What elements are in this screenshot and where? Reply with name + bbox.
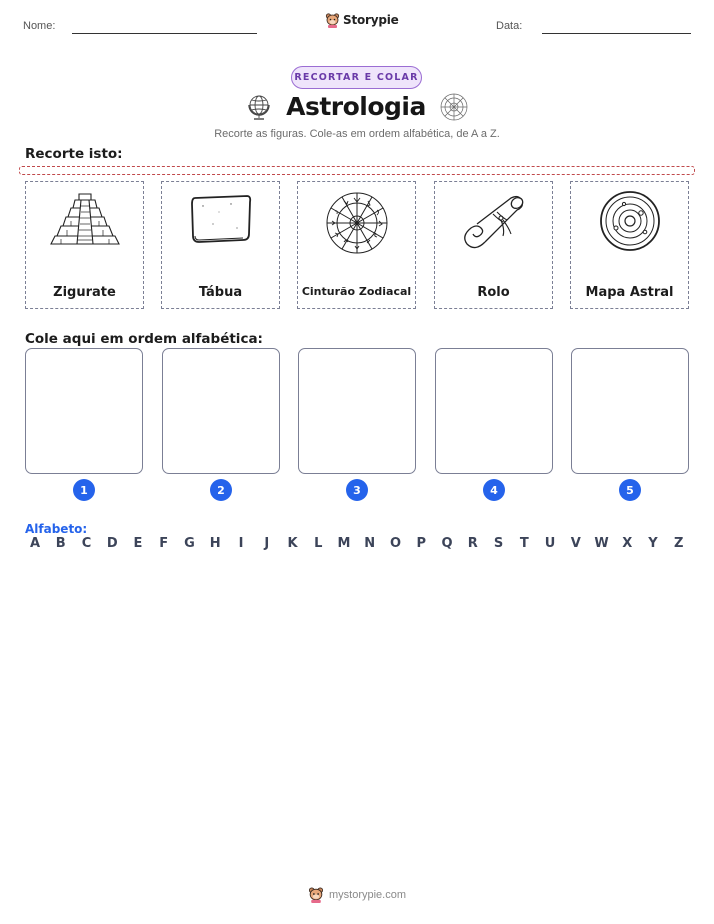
date-line[interactable]	[542, 33, 691, 34]
card-label: Tábua	[198, 285, 243, 300]
paste-slot-5[interactable]	[571, 348, 689, 474]
card-label: Zigurate	[53, 285, 116, 300]
paste-slot-2[interactable]	[162, 348, 280, 474]
worksheet-title: Astrologia	[286, 92, 426, 121]
alphabet-letter: P	[416, 536, 427, 551]
title-row	[0, 92, 714, 121]
name-label: Nome:	[23, 20, 56, 32]
card-label: Mapa Astral	[585, 285, 674, 300]
alphabet-letter: T	[519, 536, 529, 551]
alphabet-heading: Alfabeto:	[25, 522, 88, 536]
cut-card-scroll[interactable]	[434, 181, 553, 309]
activity-badge: RECORTAR E COLAR	[291, 66, 422, 89]
footer	[0, 886, 714, 903]
alphabet-letter: Q	[441, 536, 453, 551]
alphabet-letter: H	[209, 536, 221, 551]
alphabet-letter: A	[29, 536, 41, 551]
alphabet-letter: I	[238, 536, 244, 551]
cut-line	[19, 166, 695, 175]
brand-name: Storypie	[343, 13, 399, 27]
tablet-icon	[189, 190, 253, 246]
alphabet-letter: B	[55, 536, 66, 551]
storypie-mascot-icon	[308, 886, 324, 903]
cut-card-astral-chart[interactable]	[570, 181, 689, 309]
alphabet-letter: O	[389, 536, 402, 551]
cut-section-heading: Recorte isto:	[25, 146, 123, 162]
alphabet-letter: M	[337, 536, 351, 551]
alphabet-letter: G	[184, 536, 195, 551]
paste-slot-4[interactable]	[435, 348, 553, 474]
footer-site: mystorypie.com	[328, 888, 407, 901]
cut-card-ziggurat[interactable]	[25, 181, 144, 309]
alphabet-letter: J	[264, 536, 270, 551]
zodiac-disc-icon	[440, 93, 468, 121]
alphabet-letter: R	[467, 536, 478, 551]
slot-number-5: 5	[619, 479, 641, 501]
date-label: Data:	[496, 20, 523, 32]
paste-section-heading: Cole aqui em ordem alfabética:	[25, 331, 263, 347]
slot-number-3: 3	[346, 479, 368, 501]
globe-icon	[246, 93, 272, 121]
alphabet-letter: Z	[674, 536, 684, 551]
zodiac-wheel-icon	[324, 190, 390, 256]
slot-number-2: 2	[210, 479, 232, 501]
alphabet-letter: F	[159, 536, 169, 551]
slot-number-4: 4	[483, 479, 505, 501]
alphabet-letter: U	[544, 536, 556, 551]
name-line[interactable]	[72, 33, 257, 34]
alphabet-letter: D	[106, 536, 118, 551]
alphabet-letter: N	[364, 536, 376, 551]
instructions-text: Recorte as figuras. Cole-as em ordem alfabética, de A a Z.	[214, 128, 500, 140]
paste-slot-3[interactable]	[298, 348, 416, 474]
alphabet-letter: V	[570, 536, 581, 551]
alphabet-letter: S	[493, 536, 504, 551]
brand-logo	[325, 12, 399, 28]
alphabet-letter: X	[622, 536, 633, 551]
card-label: Rolo	[477, 285, 510, 300]
alphabet-letter: Y	[648, 536, 658, 551]
alphabet-letter: K	[287, 536, 298, 551]
paste-slot-1[interactable]	[25, 348, 143, 474]
alphabet-letter: L	[314, 536, 323, 551]
cut-card-zodiac-belt[interactable]	[297, 181, 416, 309]
ziggurat-icon	[47, 190, 123, 248]
storypie-mascot-icon	[325, 12, 340, 28]
alphabet-letter: W	[594, 536, 609, 551]
astral-chart-icon	[599, 190, 661, 252]
slot-number-1: 1	[73, 479, 95, 501]
alphabet-row	[25, 536, 689, 551]
scroll-icon	[459, 190, 529, 254]
alphabet-letter: C	[81, 536, 92, 551]
alphabet-letter: E	[133, 536, 143, 551]
card-label: Cinturão Zodiacal	[301, 285, 412, 298]
cut-card-tablet[interactable]	[161, 181, 280, 309]
